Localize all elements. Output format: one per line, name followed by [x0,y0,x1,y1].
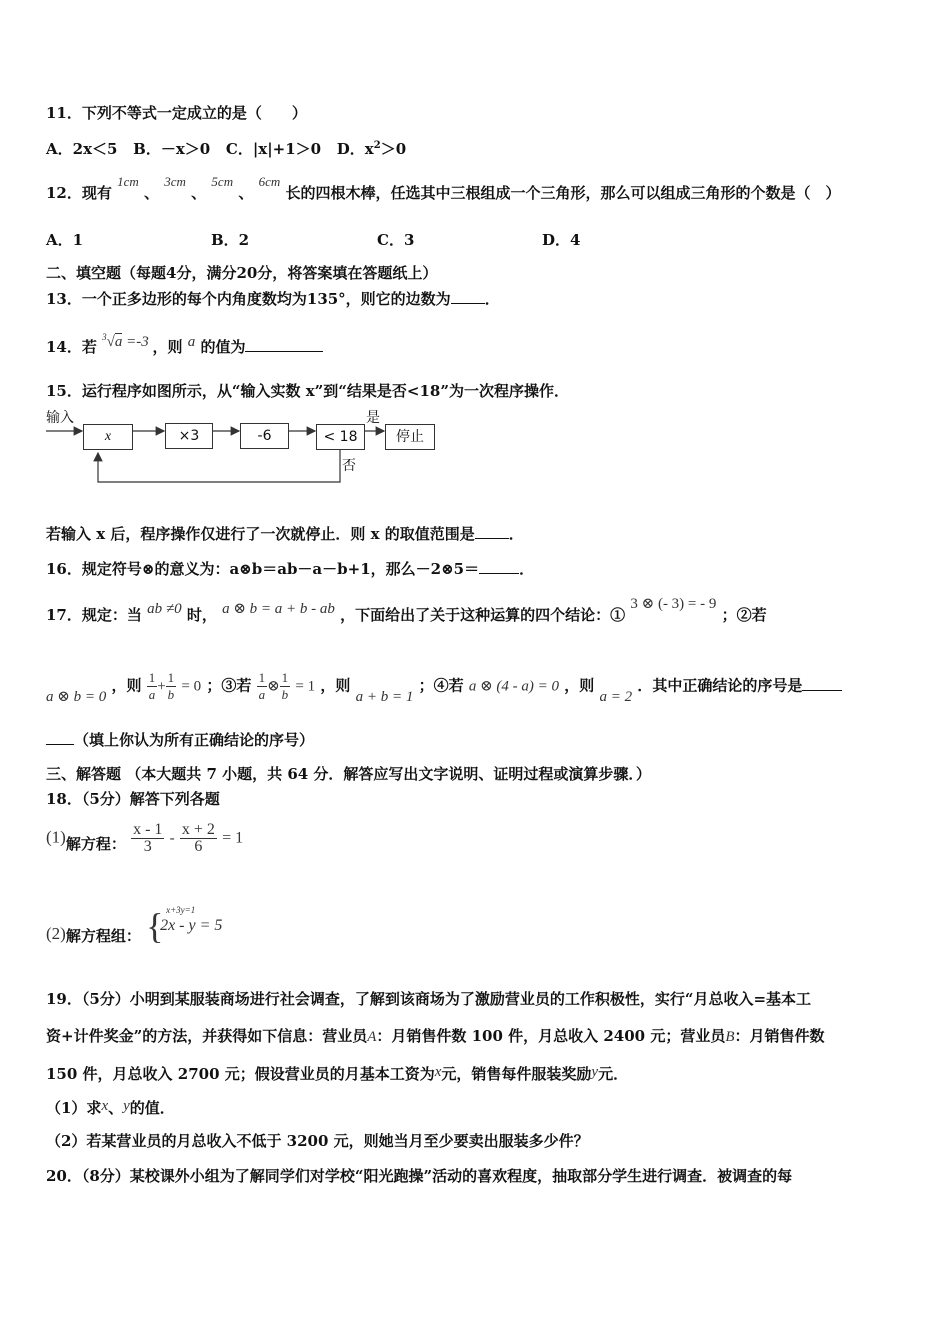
q12-length-1: 1cm [117,174,139,189]
flow-yes-label: 是 [366,410,380,426]
flow-box-times3: ×3 [165,423,213,449]
flow-input-label: 输入 [46,410,74,426]
flowchart-arrows [46,405,446,495]
q15-flowchart [46,405,446,495]
q12-stem: 12．现有 1cm 、 3cm 、 5cm 、 6cm 长的四根木棒，任选其中三根组成一个三角形，那么可以组成三角形的个数是（ ） [46,174,841,202]
q17-definition: a ⊗ b = a + b - ab [222,601,335,617]
q18-part-2: (2)解方程组： { x+3y=1 2x - y = 5 [46,904,266,950]
q11-option-a: A．2x＜5 [46,140,118,158]
flow-box-minus6: -6 [240,423,289,449]
section-3-title: 三、解答题 （本大题共 7 小题，共 64 分．解答应写出文字说明、证明过程或演算步骤．） [46,765,651,783]
q19-part-2: （2）若某营业员的月总收入不低于 3200 元，则她当月至少要卖出服装多少件？ [46,1132,589,1150]
flow-box-stop: 停止 [385,424,435,450]
flow-box-x: x [83,424,133,450]
q17-line-1: 17．规定：当 ab ≠0 时， a ⊗ b = a + b - ab ，下面给出了关于这种运算的四个结论：① 3 ⊗ (- 3) = - 9 ；②若 [46,596,767,624]
q15-stem: 15．运行程序如图所示，从“输入实数 x”到“结果是否<18”为一次程序操作． [46,382,569,400]
q11-option-b: B．－x＞0 [133,140,211,158]
q14-cube-root: $^3$√a =-3 [102,332,149,350]
q14: 14．若 $^3$√a =-3 ，则 a 的值为 [46,333,323,358]
q11-options [46,136,406,159]
q12-length-2: 3cm [164,174,186,189]
section-2-title: 二、填空题（每题4分，满分20分，将答案填在答题纸上） [46,264,438,282]
q19-line-2: 资+计件奖金”的方法，并获得如下信息：营业员A：月销售件数 100 件，月总收入 2400 元；营业员B：月销售件数 [46,1027,825,1045]
q17-condition: ab ≠0 [147,601,182,617]
flow-no-label: 否 [342,458,356,474]
q19-line-3: 150 件，月总收入 2700 元；假设营业员的月基本工资为x元，销售每件服装奖励y元． [46,1064,629,1083]
q12-length-4: 6cm [258,174,281,189]
q11-option-d: D．$x^2>0$ [336,140,407,158]
q19-line-1: 19．（5分）小明到某服装商场进行社会调查，了解到该商场为了激励营业员的工作积极性，实行“月总收入=基本工 [46,990,812,1008]
q20: 20．（8分）某校课外小组为了解同学们对学校“阳光跑操”活动的喜欢程度，抽取部分学生进行调查．被调查的每 [46,1167,793,1185]
q11-option-c: C．|x|+1＞0 [225,140,322,158]
q12-option-a: A．1 [46,231,84,249]
q16: 16．规定符号⊗的意义为：a⊗b＝ab－a－b+1，那么－2⊗5＝ ． [46,560,535,578]
flow-box-less18: < 18 [316,424,365,450]
q12-option-d: D．4 [542,231,581,249]
q15-question: 若输入 x 后，程序操作仅进行了一次就停止．则 x 的取值范围是 ． [46,525,524,543]
q18-part-1: (1)解方程： $\frac{x - 1}{3}$ - $\frac{x + 2}{6}$ = 1 [46,821,244,855]
q18-title: 18．（5分）解答下列各题 [46,790,220,808]
q17-line-2: a ⊗ b = 0 ，则 $\frac{1}{a}$ + $\frac{1}{b}$ = 0 ；③若 $\frac{1}{a}$ ⊗ $\frac{1}{b}$ = 1 ，则 a + b = 1 ；④若 a ⊗ (4 - a) = 0 ，则 a = 2 ．其中正确结论的序号是 [46,670,842,714]
q11-stem: 11．下列不等式一定成立的是（ ） [46,104,307,122]
q12-option-b: B．2 [211,231,250,249]
q17-conclusion-1: 3 ⊗ (- 3) = - 9 [630,596,717,612]
q18-system: { x+3y=1 2x - y = 5 [146,905,223,946]
q12-length-3: 5cm [211,174,234,189]
q17-line-3: （填上你认为所有正确结论的序号） [46,730,314,750]
q12-option-c: C．3 [377,231,415,249]
q19-part-1: （1）求x、y的值． [46,1098,175,1117]
q13: 13．一个正多边形的每个内角度数均为135°，则它的边数为 ． [46,290,500,308]
